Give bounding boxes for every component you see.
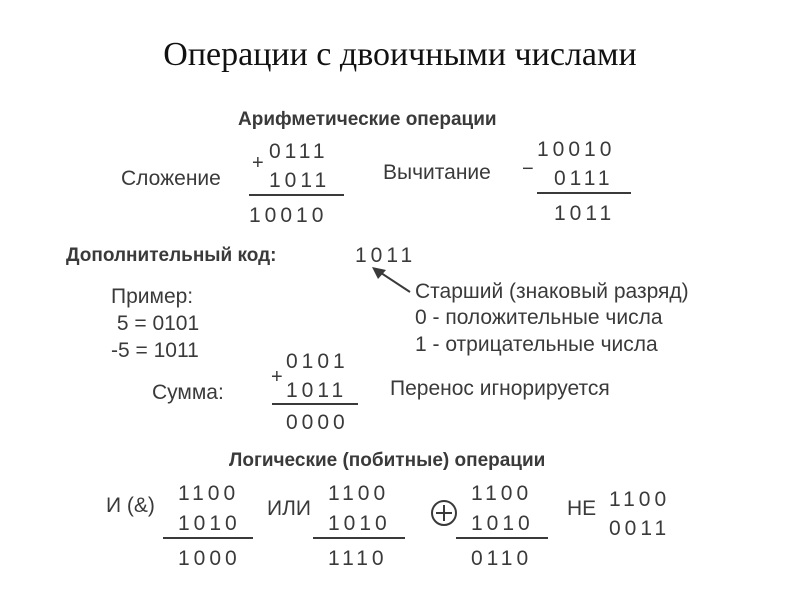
page-title: Операции с двоичными числами (163, 36, 637, 73)
and-label: И (&) (106, 494, 155, 517)
sum-label: Сумма: (152, 381, 224, 404)
arrow-icon (360, 262, 420, 302)
or-result: 1110 (328, 547, 388, 570)
and-operand-2: 1010 (178, 512, 241, 535)
or-operand-2: 1010 (328, 512, 391, 535)
subtraction-operand-1: 10010 (537, 138, 616, 161)
addition-operand-2: 1011 (269, 169, 331, 192)
example-label: Пример: (111, 285, 194, 308)
circled-plus-icon (431, 500, 457, 526)
and-operand-1: 1100 (178, 482, 240, 505)
subtraction-result-line (537, 192, 631, 194)
subtraction-result: 1011 (554, 202, 616, 225)
plus-sign: + (252, 152, 264, 174)
not-operand: 1100 (609, 488, 671, 511)
sum-operand-1: 0101 (286, 350, 349, 373)
complement-label: Дополнительный код: (66, 245, 277, 266)
sign-bit-note-2: 0 - положительные числа (415, 306, 663, 329)
addition-result-line (249, 194, 344, 196)
or-result-line (313, 537, 405, 539)
example-line-1: 5 = 0101 (111, 312, 200, 335)
not-label: НЕ (567, 497, 597, 520)
subtraction-label: Вычитание (383, 161, 491, 184)
xor-result-line (456, 537, 548, 539)
xor-result: 0110 (471, 547, 533, 570)
complement-value: 1011 (355, 244, 417, 267)
sum-plus-sign: + (271, 366, 283, 388)
addition-result: 10010 (249, 204, 328, 227)
or-label: ИЛИ (267, 497, 311, 520)
minus-sign: − (522, 158, 534, 180)
sign-bit-note-1: Старший (знаковый разряд) (415, 280, 689, 303)
addition-label: Сложение (121, 167, 221, 190)
logic-heading: Логические (побитные) операции (229, 450, 546, 471)
not-result: 0011 (609, 517, 671, 540)
carry-ignored-note: Перенос игнорируется (390, 377, 610, 400)
addition-operand-1: 0111 (269, 140, 329, 163)
sum-result: 0000 (286, 411, 349, 434)
sum-operand-2: 1011 (286, 379, 348, 402)
and-result-line (163, 537, 253, 539)
or-operand-1: 1100 (328, 482, 390, 505)
and-result: 1000 (178, 547, 241, 570)
example-line-2: -5 = 1011 (111, 339, 199, 362)
sign-bit-note-3: 1 - отрицательные числа (415, 333, 658, 356)
xor-operand-2: 1010 (471, 512, 534, 535)
subtraction-operand-2: 0111 (554, 167, 614, 190)
arithmetic-heading: Арифметические операции (238, 109, 497, 130)
xor-operand-1: 1100 (471, 482, 533, 505)
sum-result-line (272, 403, 358, 405)
